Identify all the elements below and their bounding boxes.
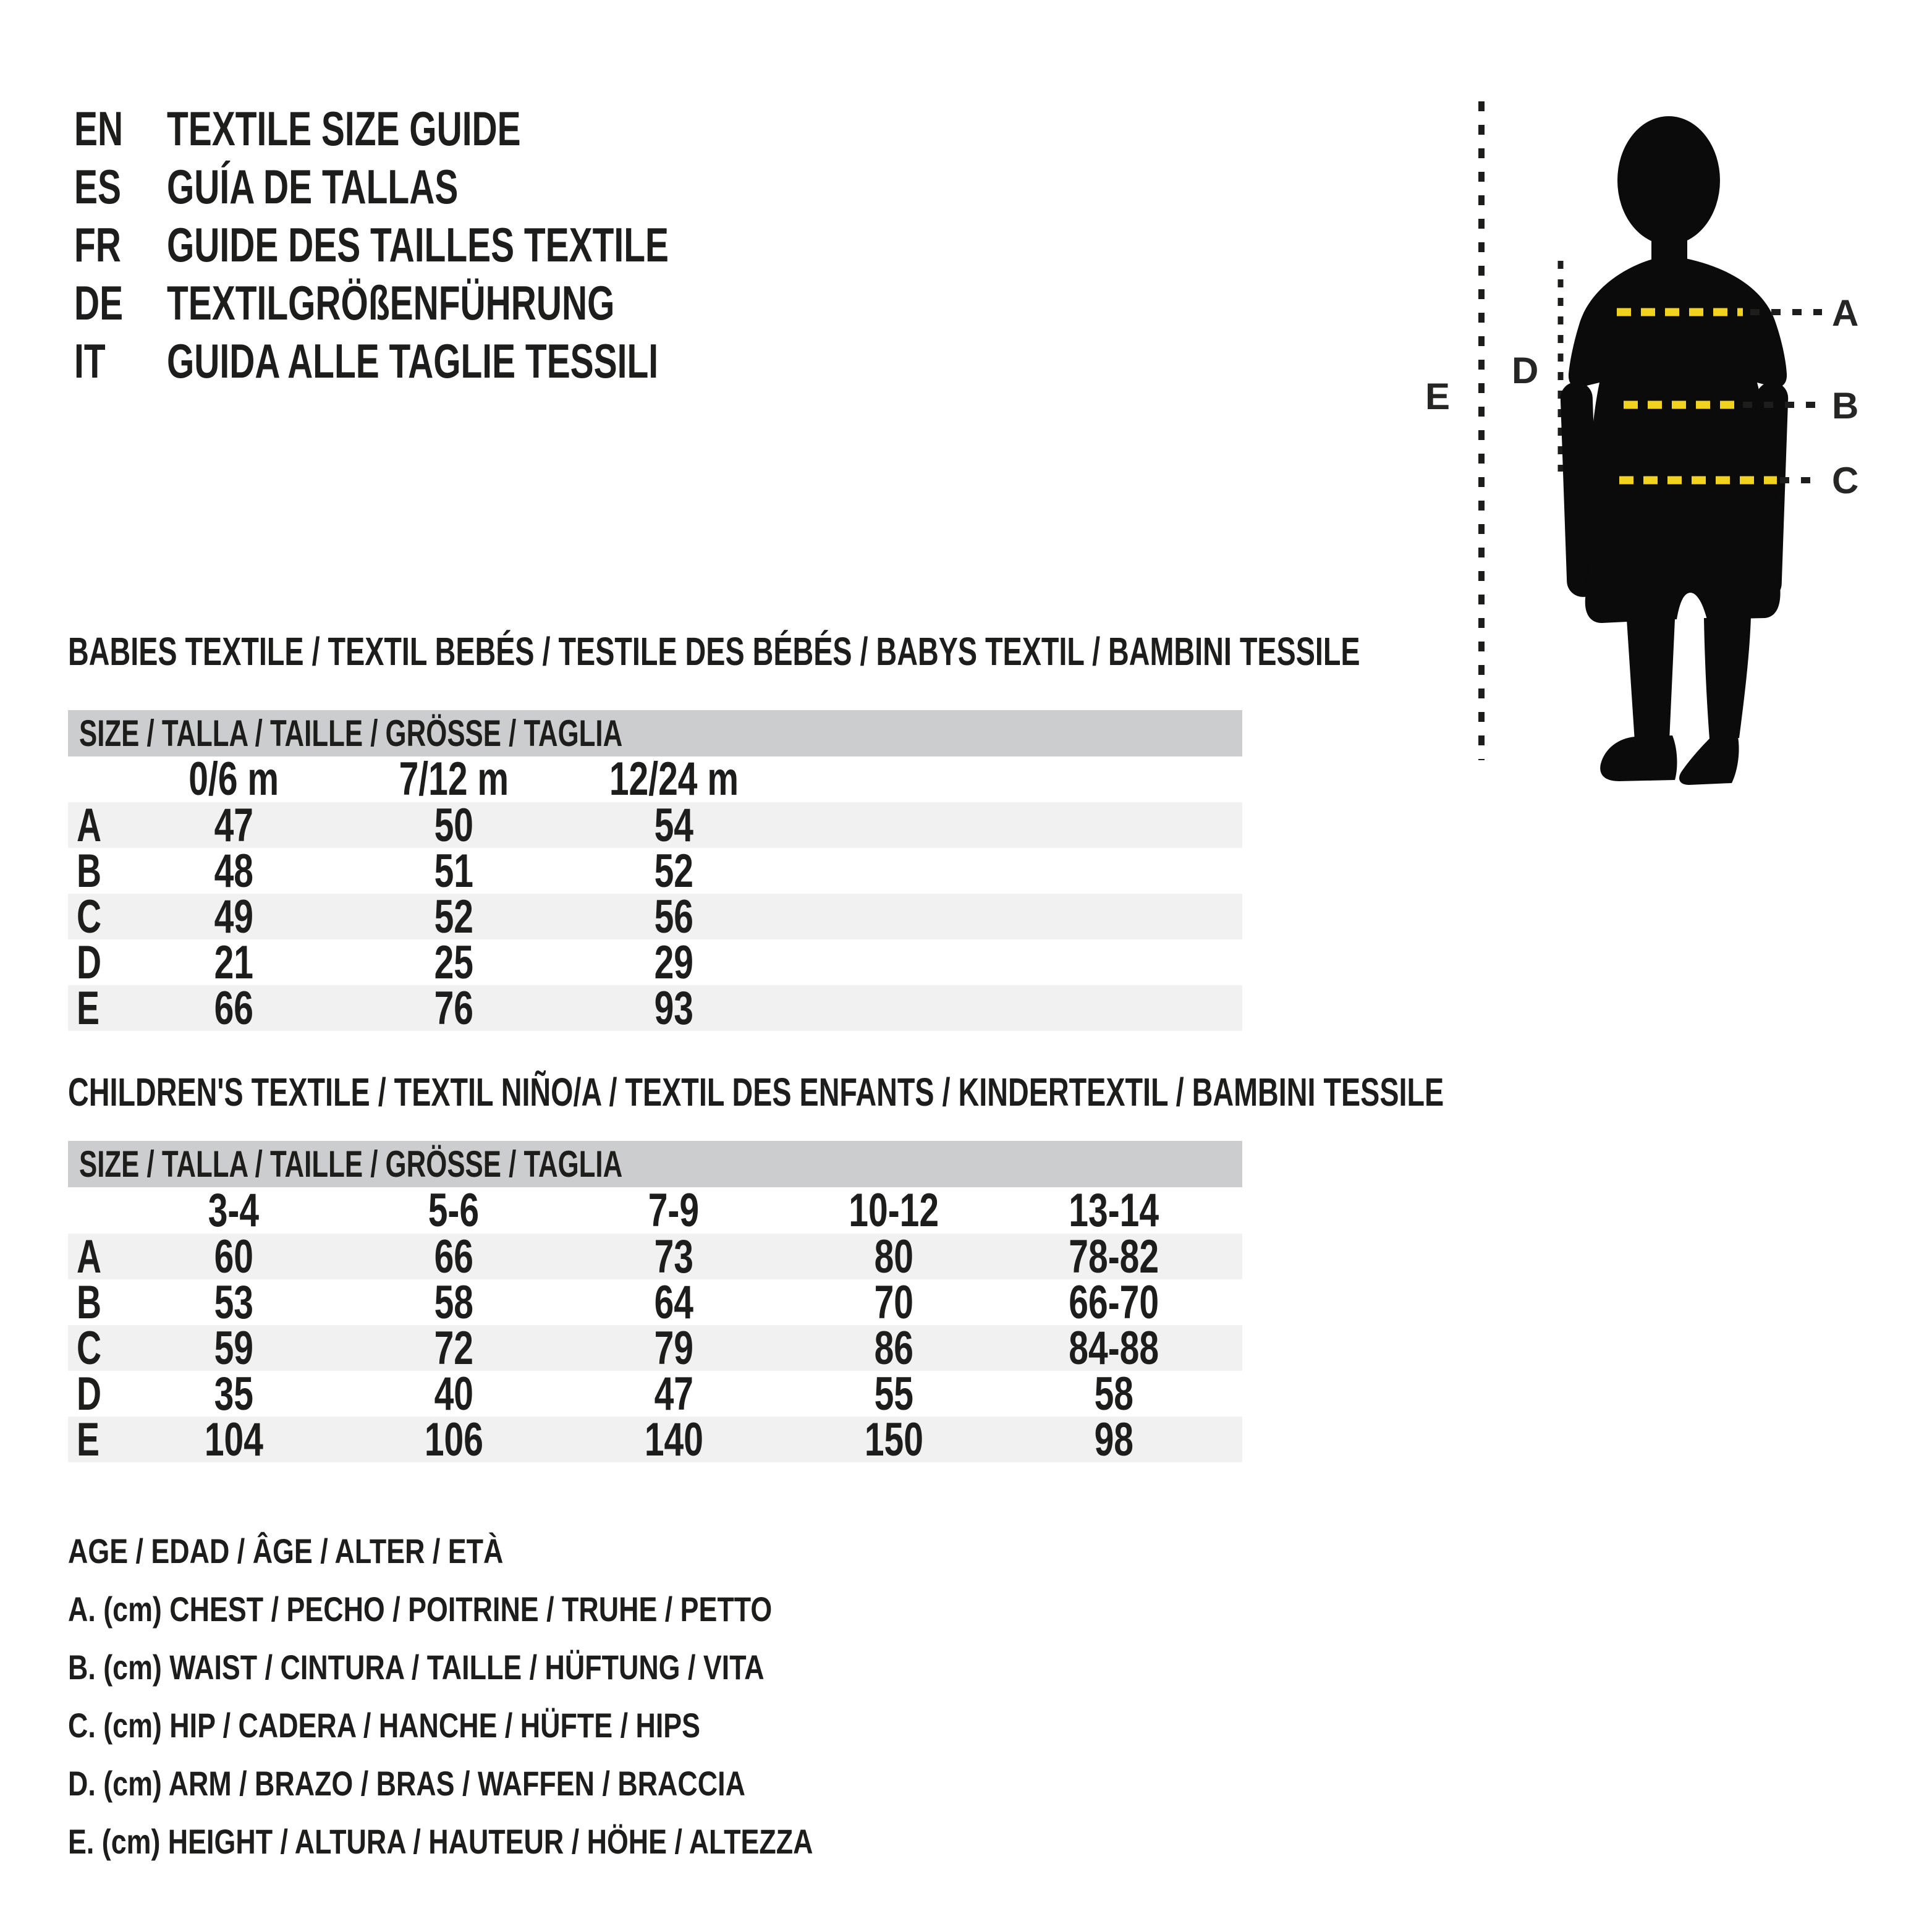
table-row (68, 1230, 1242, 1283)
silhouette-head (1617, 116, 1720, 245)
lang-code-de: DE (74, 276, 124, 330)
children-size-bar-label: SIZE / TALLA / TAILLE / GRÖSSE / TAGLIA (79, 1143, 623, 1185)
column-header: 5-6 (428, 1184, 480, 1237)
silhouette-left-shoe (1600, 735, 1677, 781)
lang-code-en: EN (74, 101, 124, 156)
silhouette-shapes (1560, 116, 1789, 785)
column-header: 12/24 m (609, 753, 739, 805)
table-cell: 40 (434, 1367, 473, 1420)
measurement-diagram (1409, 93, 1922, 791)
table-cell: 21 (214, 936, 253, 989)
legend-height: E. (cm) HEIGHT / ALTURA / HAUTEUR / HÖHE / ALTEZZA (68, 1821, 813, 1861)
table-cell: 53 (214, 1276, 253, 1329)
babies-size-bar (68, 710, 1242, 756)
table-cell: 79 (654, 1321, 693, 1375)
table-cell: 106 (424, 1413, 483, 1466)
table-row (68, 890, 1242, 943)
table-cell: 47 (214, 799, 253, 852)
table-cell: 52 (654, 844, 693, 897)
table-row (68, 1367, 1242, 1420)
table-cell: 35 (214, 1367, 253, 1420)
row-label: D (77, 936, 102, 989)
table-cell: 93 (654, 981, 693, 1035)
table-cell: 52 (434, 890, 473, 943)
row-label: E (77, 981, 100, 1035)
silhouette-right-shoe (1679, 737, 1739, 785)
table-cell: 66 (214, 981, 253, 1035)
row-label: A (77, 799, 102, 852)
table-cell: 56 (654, 890, 693, 943)
hip-line-label: C (1832, 460, 1859, 501)
table-row (68, 936, 1242, 989)
row-label: C (77, 890, 102, 943)
table-cell: 49 (214, 890, 253, 943)
legend-chest: A. (cm) CHEST / PECHO / POITRINE / TRUHE / PETTO (68, 1589, 773, 1629)
title-it: GUIDA ALLE TAGLIE TESSILI (167, 334, 659, 388)
legend-arm: D. (cm) ARM / BRAZO / BRAS / WAFFEN / BRACCIA (68, 1763, 745, 1803)
table-row (68, 1276, 1242, 1329)
table-cell: 54 (654, 799, 693, 852)
table-cell: 50 (434, 799, 473, 852)
measurement-legend (68, 1522, 999, 1870)
babies-rows (68, 799, 1242, 1035)
table-cell: 58 (1094, 1367, 1133, 1420)
height-line-label: E (1425, 376, 1451, 417)
table-row (68, 799, 1242, 852)
table-cell: 25 (434, 936, 473, 989)
table-cell: 72 (434, 1321, 473, 1375)
column-header: 7/12 m (399, 753, 509, 805)
table-cell: 66-70 (1069, 1276, 1159, 1329)
table-cell: 80 (874, 1230, 913, 1283)
row-label: C (77, 1321, 102, 1375)
table-cell: 29 (654, 936, 693, 989)
silhouette-shorts (1585, 491, 1781, 623)
table-cell: 140 (644, 1413, 703, 1466)
column-header: 7-9 (648, 1184, 700, 1237)
legend-age: AGE / EDAD / ÂGE / ALTER / ETÀ (68, 1531, 504, 1570)
table-cell: 55 (874, 1367, 913, 1420)
babies-table (68, 753, 1242, 1035)
babies-column-headers (68, 753, 1242, 805)
table-row (68, 1321, 1242, 1375)
table-cell: 47 (654, 1367, 693, 1420)
table-cell: 59 (214, 1321, 253, 1375)
table-cell: 48 (214, 844, 253, 897)
children-column-headers (68, 1184, 1242, 1237)
table-row (68, 1413, 1242, 1466)
waist-line-label: B (1832, 385, 1859, 426)
children-rows (68, 1230, 1242, 1466)
children-size-bar (68, 1141, 1242, 1187)
column-header: 0/6 m (189, 753, 279, 805)
table-row (68, 981, 1242, 1035)
table-cell: 86 (874, 1321, 913, 1375)
table-cell: 78-82 (1069, 1230, 1159, 1283)
column-header: 3-4 (208, 1184, 260, 1237)
table-row (68, 844, 1242, 897)
table-cell: 150 (864, 1413, 923, 1466)
table-cell: 58 (434, 1276, 473, 1329)
table-cell: 64 (654, 1276, 693, 1329)
column-header: 13-14 (1069, 1184, 1159, 1237)
arm-line-label: D (1512, 350, 1539, 391)
lang-code-fr: FR (74, 218, 121, 272)
title-en: TEXTILE SIZE GUIDE (167, 101, 521, 156)
lang-code-it: IT (74, 334, 106, 388)
table-cell: 51 (434, 844, 473, 897)
row-label: E (77, 1413, 100, 1466)
table-cell: 98 (1094, 1413, 1133, 1466)
table-cell: 70 (874, 1276, 913, 1329)
row-label: B (77, 1276, 102, 1329)
table-cell: 60 (214, 1230, 253, 1283)
table-cell: 76 (434, 981, 473, 1035)
table-cell: 104 (204, 1413, 263, 1466)
column-header-spacer (68, 756, 124, 802)
row-label: B (77, 844, 102, 897)
child-silhouette-figure (1409, 93, 1922, 791)
row-label: A (77, 1230, 102, 1283)
babies-section-heading (68, 629, 1838, 674)
lang-code-es: ES (74, 159, 121, 214)
babies-size-bar-label: SIZE / TALLA / TAILLE / GRÖSSE / TAGLIA (79, 713, 623, 754)
title-fr: GUIDE DES TAILLES TEXTILE (167, 218, 669, 272)
row-label: D (77, 1367, 102, 1420)
table-cell: 84-88 (1069, 1321, 1159, 1375)
children-heading-text: CHILDREN'S TEXTILE / TEXTIL NIÑO/A / TEXTIL DES ENFANTS / KINDERTEXTIL / BAMBINI TESSILE (68, 1070, 1444, 1114)
table-cell: 66 (434, 1230, 473, 1283)
column-header-spacer (68, 1187, 124, 1234)
children-section-heading (68, 1072, 1932, 1112)
legend-hip: C. (cm) HIP / CADERA / HANCHE / HÜFTE / HIPS (68, 1705, 701, 1745)
babies-heading-text: BABIES TEXTILE / TEXTIL BEBÉS / TESTILE DES BÉBÉS / BABYS TEXTIL / BAMBINI TESSILE (68, 629, 1360, 674)
children-table (68, 1184, 1242, 1466)
column-header: 10-12 (849, 1184, 939, 1237)
title-de: TEXTILGRÖßENFÜHRUNG (167, 276, 615, 330)
table-cell: 73 (654, 1230, 693, 1283)
legend-waist: B. (cm) WAIST / CINTURA / TAILLE / HÜFTUNG / VITA (68, 1647, 765, 1687)
title-es: GUÍA DE TALLAS (167, 159, 459, 214)
chest-line-label: A (1832, 292, 1859, 334)
